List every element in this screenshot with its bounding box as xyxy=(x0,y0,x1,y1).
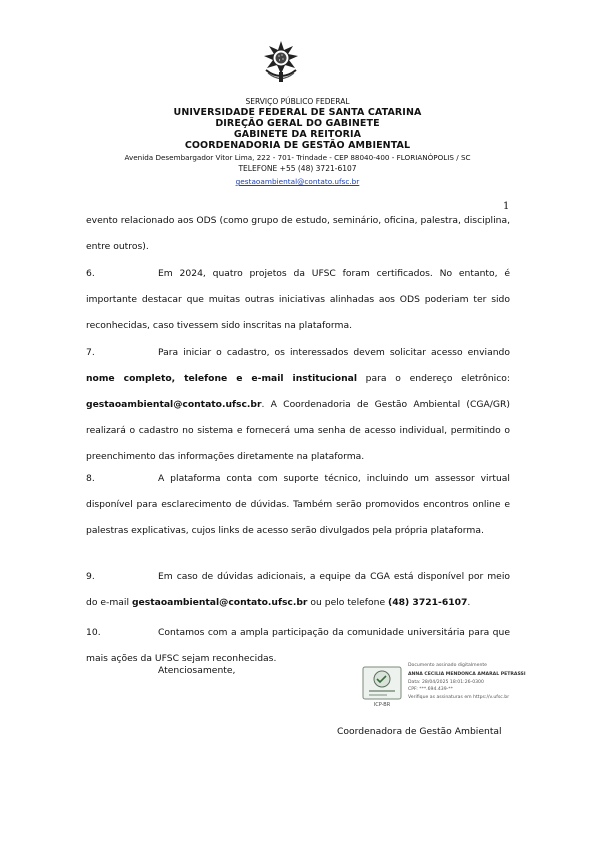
paragraph-9-text-c: . xyxy=(467,597,471,608)
signature-date: Data: 28/04/2025 18:01:26-0300 xyxy=(408,680,484,685)
header-university: UNIVERSIDADE FEDERAL DE SANTA CATARINA xyxy=(173,107,422,118)
paragraph-6-text: Em 2024, quatro projetos da UFSC foram certificados. No entanto, é importante destacar que muitas outras iniciativas alinhadas aos ODS poderiam ter sido reconhecidas, caso tivessem sido inscritas na plataforma. xyxy=(86,268,510,331)
paragraph-7-number: 7. xyxy=(86,347,95,358)
header-service: SERVIÇO PÚBLICO FEDERAL xyxy=(245,97,350,106)
paragraph-9-bold-b: (48) 3721-6107 xyxy=(388,597,468,608)
closing-salutation: Atenciosamente, xyxy=(158,665,236,676)
paragraph-7-bold-a: nome completo, telefone e e-mail institucional xyxy=(86,373,357,384)
paragraph-9-bold-a: gestaoambiental@contato.ufsc.br xyxy=(131,597,308,608)
page-number: 1 xyxy=(503,201,510,212)
paragraph-6-number: 6. xyxy=(86,268,95,279)
gov-br-seal-label: ICP-BR xyxy=(373,702,391,708)
paragraph-continuation: evento relacionado aos ODS (como grupo de estudo, seminário, oficina, palestra, disciplina, entre outros). xyxy=(86,215,510,252)
header-direction: DIREÇÃO GERAL DO GABINETE xyxy=(215,118,380,129)
paragraph-9 xyxy=(86,564,510,616)
paragraph-8-text: A plataforma conta com suporte técnico, incluindo um assessor virtual disponível para esclarecimento de dúvidas. Também serão promovidos encontros online e palestras explicativas, cujos links de acesso serão divulgados pela própria plataforma. xyxy=(86,473,510,536)
digital-signature-stamp xyxy=(359,661,526,711)
header-coordination: COORDENADORIA DE GESTÃO AMBIENTAL xyxy=(184,140,411,151)
paragraph-8 xyxy=(86,466,510,544)
paragraph-7-bold-b: gestaoambiental@contato.ufsc.br xyxy=(86,399,262,410)
header-email xyxy=(0,173,595,187)
brazil-coat-of-arms-icon xyxy=(260,40,302,84)
signature-line-1: Documento assinado digitalmente xyxy=(408,663,487,668)
paragraph-9-text-b: ou pelo telefone xyxy=(307,597,389,608)
paragraph-9-text-a: Em caso de dúvidas adicionais, a equipe da CGA está disponível por meio do e-mail xyxy=(86,571,510,608)
signer-title: Coordenadora de Gestão Ambiental xyxy=(337,726,502,737)
paragraph-7-text-b: para o endereço eletrônico: xyxy=(356,373,510,384)
header-email-link[interactable]: gestaoambiental@contato.ufsc.br xyxy=(235,177,360,186)
paragraph-7-text-c: . A Coordenadoria de Gestão Ambiental (CGA/GR) realizará o cadastro no sistema e fornecerá uma senha de acesso individual, permitindo o preenchimento das informações diretamente na plataforma. xyxy=(86,399,510,462)
header-address: Avenida Desembargador Vitor Lima, 222 - 701- Trindade - CEP 88040-400 - FLORIANÓPOLIS / SC xyxy=(124,153,471,162)
paragraph-8-number: 8. xyxy=(86,473,95,484)
paragraph-7 xyxy=(86,340,510,470)
paragraph-10-text: Contamos com a ampla participação da comunidade universitária para que mais ações da UFSC sejam reconhecidas. xyxy=(86,627,510,664)
paragraph-9-number: 9. xyxy=(86,571,95,582)
paragraph-7-text-a: Para iniciar o cadastro, os interessados devem solicitar acesso enviando xyxy=(158,347,510,358)
signature-name: ANNA CECILIA MENDONCA AMARAL PETRASSI xyxy=(408,672,526,677)
signature-verify-url: Verifique as assinaturas em https://v.ufsc.br xyxy=(408,695,510,700)
gov-br-seal-icon xyxy=(359,663,405,709)
paragraph-6 xyxy=(86,261,510,339)
signature-cpf: CPF: ***.694.439-** xyxy=(408,687,453,692)
header-phone: TELEFONE +55 (48) 3721-6107 xyxy=(238,164,357,173)
paragraph-10-number: 10. xyxy=(86,627,101,638)
header-office: GABINETE DA REITORIA xyxy=(233,129,362,140)
